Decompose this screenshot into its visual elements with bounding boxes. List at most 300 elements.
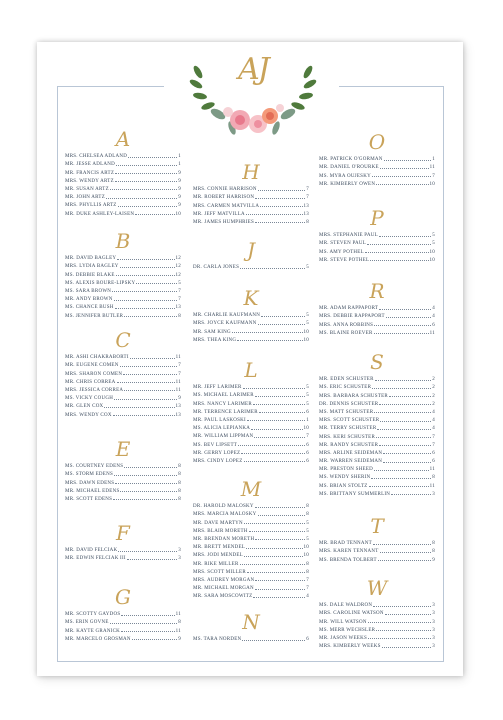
table-number: 3 — [178, 548, 181, 554]
dot-leader — [114, 399, 177, 400]
dot-leader — [120, 491, 177, 492]
table-number: 7 — [178, 297, 181, 303]
table-number: 10 — [303, 553, 309, 559]
guest-row — [65, 545, 181, 553]
table-number: 5 — [306, 265, 309, 271]
guest-row — [65, 385, 181, 393]
dot-leader — [240, 268, 305, 269]
guest-row — [319, 538, 435, 546]
guest-name: MR. JOHN ARTZ — [65, 195, 106, 201]
guest-row — [65, 625, 181, 633]
guest-row — [193, 558, 309, 566]
dot-leader — [241, 453, 305, 454]
guest-row — [65, 393, 181, 401]
guest-name: MS. TARA NORDEN — [193, 637, 242, 643]
guest-name: MR. RANDY SCHUSTER — [319, 442, 379, 448]
dot-leader — [373, 544, 431, 545]
guest-name: MRS. CARMEN MATVILLA — [193, 203, 260, 209]
guest-row — [319, 238, 435, 246]
guest-row — [65, 617, 181, 625]
dot-leader — [255, 396, 305, 397]
table-number: 8 — [432, 549, 435, 555]
dot-leader — [244, 556, 303, 557]
guest-name: MS. BRIAN STOLTZ — [319, 483, 368, 489]
dot-leader — [123, 374, 177, 375]
table-number: 11 — [175, 612, 181, 618]
table-number: 9 — [178, 195, 181, 201]
table-number: 8 — [178, 488, 181, 494]
guest-row — [193, 550, 309, 558]
dot-leader — [251, 429, 302, 430]
table-number: 5 — [306, 528, 309, 534]
table-number: 12 — [175, 256, 181, 262]
dot-leader — [384, 160, 432, 161]
dot-leader — [244, 523, 305, 524]
guest-row — [319, 633, 435, 641]
table-number: 7 — [178, 363, 181, 369]
guest-row — [65, 553, 181, 561]
guest-row — [193, 542, 309, 550]
guest-name: MRS. BLAIR MORETH — [193, 528, 248, 534]
table-number: 9 — [178, 203, 181, 209]
guest-row — [193, 534, 309, 542]
dot-leader — [379, 404, 431, 405]
guest-row — [65, 176, 181, 184]
guest-row — [193, 318, 309, 326]
guest-row — [319, 407, 435, 415]
guest-list — [193, 634, 309, 642]
table-number: 3 — [432, 619, 435, 625]
guest-name: MRS. SCOTT SCHUSTER — [319, 418, 380, 424]
table-number: 12 — [175, 272, 181, 278]
guest-name: MS. ALEXIS BOURE-LIPSKY — [65, 280, 136, 286]
table-number: 3 — [178, 556, 181, 562]
guest-name: MRS. DAWN EDENS — [65, 480, 115, 486]
table-number: 11 — [175, 628, 181, 634]
guest-name: MR. JESSE ADLAND — [65, 162, 115, 168]
table-number: 6 — [306, 442, 309, 448]
guest-row — [193, 526, 309, 534]
guest-name: MRS. CHELSEA ADLAND — [65, 154, 128, 160]
dot-leader — [374, 325, 431, 326]
table-number: 5 — [306, 401, 309, 407]
dot-leader — [379, 445, 431, 446]
guest-name: MR. DAVID FELCIAK — [65, 548, 118, 554]
guest-name: MR. KAYTE GRANICK — [65, 628, 121, 634]
guest-row — [319, 255, 435, 263]
guest-row — [65, 200, 181, 208]
guest-name: MR. JEFF MATVILLA — [193, 211, 245, 217]
section-letter: S — [370, 350, 384, 374]
dot-leader — [391, 494, 431, 495]
guest-list — [319, 154, 435, 187]
table-number: 8 — [432, 475, 435, 481]
guest-row — [319, 546, 435, 554]
dot-leader — [380, 421, 431, 422]
guest-row — [193, 439, 309, 447]
dot-leader — [365, 252, 429, 253]
guest-name: MR. BRAD TENNANT — [319, 541, 372, 547]
guest-name: MS. BEV LIPSETT — [193, 442, 238, 448]
dot-leader — [385, 614, 431, 615]
guest-list — [193, 382, 309, 464]
guest-row — [319, 170, 435, 178]
table-number: 11 — [175, 355, 181, 361]
guest-list — [65, 352, 181, 418]
guest-row — [65, 278, 181, 286]
table-number: 3 — [432, 603, 435, 609]
table-number: 6 — [432, 322, 435, 328]
table-number: 7 — [432, 434, 435, 440]
guest-name: MRS. JESSICA CORREA — [65, 387, 124, 393]
section-letter: A — [115, 127, 131, 151]
table-number: 7 — [306, 195, 309, 201]
guest-name: MR. SAM KING — [193, 329, 231, 335]
guest-row — [193, 326, 309, 334]
dot-leader — [374, 470, 429, 471]
table-number: 7 — [178, 288, 181, 294]
guest-row — [65, 609, 181, 617]
guest-name: MR. MICHAEL EDENS — [65, 488, 120, 494]
dot-leader — [255, 222, 305, 223]
section-letter: L — [244, 358, 258, 382]
dot-leader — [115, 308, 175, 309]
guest-row — [319, 399, 435, 407]
guest-row — [319, 625, 435, 633]
guest-name: MR. GERRY LOPEZ — [193, 450, 241, 456]
dot-leader — [260, 206, 302, 207]
guest-row — [193, 192, 309, 200]
table-number: 5 — [306, 393, 309, 399]
guest-name: MS. CHANCE BUSH — [65, 305, 114, 311]
table-number: 11 — [429, 483, 435, 489]
dot-leader — [115, 173, 177, 174]
dot-leader — [254, 437, 305, 438]
table-number: 6 — [306, 637, 309, 643]
table-number: 13 — [175, 305, 181, 311]
guest-name: MR. SCOTT EDENS — [65, 496, 113, 502]
guest-name: DR. DENNIS SCHUSTER — [319, 401, 379, 407]
guest-row — [193, 217, 309, 225]
table-number: 2 — [432, 401, 435, 407]
section-letter: F — [116, 521, 130, 545]
guest-row — [65, 184, 181, 192]
dot-leader — [232, 332, 303, 333]
guest-row — [193, 634, 309, 642]
dot-leader — [128, 157, 177, 158]
table-number: 9 — [178, 636, 181, 642]
dot-leader — [242, 640, 305, 641]
guest-name: MS. BLAINE ROEVER — [319, 330, 373, 336]
dot-leader — [106, 198, 177, 199]
dot-leader — [116, 275, 175, 276]
guest-name: MR. MICHAEL MORGAN — [193, 586, 254, 592]
section-letter: W — [366, 576, 388, 600]
dot-leader — [255, 198, 305, 199]
guest-name: MRS. DEBBIE RAPPAPORT — [319, 314, 385, 320]
table-number: 12 — [175, 264, 181, 270]
guest-name: MR. JAMES HUMPHRIES — [193, 219, 255, 225]
table-number: 6 — [432, 450, 435, 456]
table-number: 9 — [178, 186, 181, 192]
table-number: 7 — [306, 586, 309, 592]
table-number: 10 — [429, 257, 435, 263]
dot-leader — [110, 189, 177, 190]
guest-row — [193, 583, 309, 591]
table-number: 3 — [432, 644, 435, 650]
guest-name: MRS. PHYLLIS ARTZ — [65, 203, 117, 209]
guest-row — [193, 310, 309, 318]
dot-leader — [246, 214, 303, 215]
table-number: 6 — [306, 409, 309, 415]
table-number: 5 — [306, 520, 309, 526]
guest-list — [319, 374, 435, 497]
table-number: 10 — [303, 426, 309, 432]
guest-name: MR. TERRENCE LARIMER — [193, 409, 258, 415]
dot-leader — [121, 631, 175, 632]
guest-name: MS. STORM EDENS — [65, 472, 113, 478]
table-number: 5 — [306, 385, 309, 391]
guest-name: MRS. NANCY LARIMER — [193, 401, 252, 407]
guest-name: MR. GLEN COX — [65, 404, 104, 410]
monogram: AJ — [238, 52, 268, 87]
dot-leader — [121, 615, 174, 616]
dot-leader — [380, 168, 429, 169]
table-number: 4 — [432, 314, 435, 320]
section-letter: J — [246, 238, 256, 262]
table-number: 10 — [429, 249, 435, 255]
dot-leader — [115, 181, 177, 182]
dot-leader — [377, 429, 431, 430]
dot-leader — [237, 340, 302, 341]
table-number: 1 — [178, 162, 181, 168]
table-number: 10 — [303, 329, 309, 335]
table-number: 5 — [178, 280, 181, 286]
guest-row — [65, 159, 181, 167]
guest-row — [65, 401, 181, 409]
dot-leader — [368, 638, 431, 639]
guest-name: MR. STEVE POTHEL — [319, 257, 370, 263]
dot-leader — [258, 190, 305, 191]
guest-name: MR. SCOTTY GAYDOS — [65, 612, 121, 618]
table-number: 1 — [306, 417, 309, 423]
dot-leader — [259, 412, 305, 413]
guest-list — [65, 545, 181, 561]
table-number: 5 — [432, 233, 435, 239]
guest-name: MRS. SHARON COMEN — [65, 371, 123, 377]
dot-leader — [244, 461, 306, 462]
guest-row — [193, 398, 309, 406]
table-number: 8 — [178, 472, 181, 478]
dot-leader — [380, 552, 432, 553]
guest-name: MR. JEFF LARIMER — [193, 385, 242, 391]
guest-row — [319, 328, 435, 336]
table-number: 6 — [306, 458, 309, 464]
table-number: 11 — [175, 379, 181, 385]
guest-name: MR. CHARLIE KAUFMANN — [193, 313, 261, 319]
table-number: 11 — [429, 467, 435, 473]
guest-row — [65, 310, 181, 318]
dot-leader — [378, 560, 431, 561]
table-number: 2 — [432, 393, 435, 399]
section-letter: N — [242, 610, 260, 634]
dot-leader — [379, 309, 431, 310]
table-number: 9 — [178, 396, 181, 402]
guest-row — [65, 477, 181, 485]
table-number: 8 — [178, 496, 181, 502]
dot-leader — [246, 548, 302, 549]
guest-name: DR. CARLA JONES — [193, 265, 240, 271]
guest-row — [193, 591, 309, 599]
table-number: 8 — [306, 561, 309, 567]
dot-leader — [376, 630, 431, 631]
guest-list — [319, 538, 435, 563]
guest-name: MRS. JODI MENDEL — [193, 553, 243, 559]
guest-name: MR. ASHI CHAKRABORTI — [65, 355, 129, 361]
dot-leader — [113, 499, 177, 500]
guest-name: MRS. CONNIE HARRISON — [193, 187, 257, 193]
table-number: 4 — [432, 426, 435, 432]
table-number: 7 — [178, 371, 181, 377]
dot-leader — [367, 244, 431, 245]
guest-row — [319, 464, 435, 472]
dot-leader — [383, 462, 431, 463]
table-number: 8 — [306, 219, 309, 225]
table-number: 8 — [432, 541, 435, 547]
guest-row — [319, 415, 435, 423]
guest-row — [319, 448, 435, 456]
dot-leader — [258, 515, 306, 516]
guest-name: MS. ERIN GOVNE — [65, 620, 109, 626]
guest-name: MRS. STEPHANIE PAUL — [319, 233, 378, 239]
section-letter: B — [115, 229, 131, 253]
guest-row — [65, 368, 181, 376]
guest-row — [319, 319, 435, 327]
dot-leader — [124, 390, 174, 391]
guest-name: MR. SARA MOSCOWITZ — [193, 594, 253, 600]
guest-name: MR. SUSAN ARTZ — [65, 186, 109, 192]
dot-leader — [120, 267, 175, 268]
table-number: 7 — [432, 173, 435, 179]
table-number: 11 — [429, 165, 435, 171]
guest-name: MR. WILL WATSON — [319, 619, 367, 625]
dot-leader — [375, 380, 432, 381]
guest-row — [65, 167, 181, 175]
guest-name: MR. DAVE MARTYN — [193, 520, 243, 526]
dot-leader — [382, 647, 432, 648]
dot-leader — [255, 507, 305, 508]
guest-row — [193, 382, 309, 390]
guest-row — [65, 461, 181, 469]
guest-name: MS. DALE WALDRON — [319, 603, 373, 609]
table-number: 13 — [175, 412, 181, 418]
guest-list — [319, 230, 435, 263]
dot-leader — [114, 300, 178, 301]
guest-name: MS. MYRA OUJESKY — [319, 173, 371, 179]
guest-row — [65, 352, 181, 360]
guest-row — [319, 154, 435, 162]
dot-leader — [372, 388, 431, 389]
section-letter: E — [115, 437, 131, 461]
dot-leader — [240, 564, 306, 565]
guest-row — [319, 311, 435, 319]
guest-name: MR. EUGENE COMEN — [65, 363, 119, 369]
table-number: 7 — [432, 442, 435, 448]
guest-row — [319, 431, 435, 439]
dot-leader — [374, 333, 429, 334]
dot-leader — [132, 639, 178, 640]
table-number: 5 — [306, 536, 309, 542]
table-number: 2 — [432, 385, 435, 391]
guest-name: MS. VICKY COUGH — [65, 396, 114, 402]
table-number: 3 — [432, 491, 435, 497]
dot-leader — [258, 324, 306, 325]
guest-row — [193, 517, 309, 525]
guest-name: MR. PAUL LASKOSKI — [193, 417, 246, 423]
guest-name: MR. EDEN SCHUSTER — [319, 377, 374, 383]
dot-leader — [249, 531, 306, 532]
section-letter: C — [115, 328, 131, 352]
guest-name: MS. AMY POTHEL — [319, 249, 364, 255]
guest-list — [319, 600, 435, 649]
guest-row — [319, 374, 435, 382]
table-number: 7 — [306, 577, 309, 583]
table-number: 4 — [432, 418, 435, 424]
dot-leader — [115, 483, 177, 484]
dot-leader — [369, 486, 429, 487]
guest-list — [65, 609, 181, 642]
guest-row — [193, 415, 309, 423]
guest-name: MRS. KIMBERLY WEEKS — [319, 644, 381, 650]
table-number: 8 — [306, 569, 309, 575]
dot-leader — [374, 412, 431, 413]
guest-name: MS. MICHAEL LARIMER — [193, 393, 254, 399]
section-letter: P — [370, 206, 384, 230]
dot-leader — [255, 580, 305, 581]
table-number: 8 — [178, 620, 181, 626]
guest-name: MRS. KAREN TENNANT — [319, 549, 379, 555]
dot-leader — [253, 404, 305, 405]
table-number: 3 — [432, 627, 435, 633]
table-number: 6 — [432, 459, 435, 465]
guest-name: MS. COURTNEY EDENS — [65, 464, 124, 470]
guest-row — [319, 162, 435, 170]
table-number: 10 — [429, 181, 435, 187]
guest-row — [193, 184, 309, 192]
guest-row — [65, 261, 181, 269]
guest-row — [193, 209, 309, 217]
guest-name: MR. MARCELO GROSMAN — [65, 636, 131, 642]
guest-row — [65, 494, 181, 502]
table-number: 9 — [178, 170, 181, 176]
guest-row — [65, 294, 181, 302]
dot-leader — [376, 184, 428, 185]
dot-leader — [124, 467, 177, 468]
dot-leader — [136, 283, 177, 284]
guest-row — [319, 608, 435, 616]
section-letter: K — [243, 286, 259, 310]
dot-leader — [118, 551, 177, 552]
dot-leader — [389, 396, 431, 397]
guest-name: MRS. CINDY LOPEZ — [193, 458, 243, 464]
section-letter: O — [368, 130, 386, 154]
table-number: 8 — [178, 313, 181, 319]
guest-name: MR. DANIEL O'ROURKE — [319, 165, 379, 171]
dot-leader — [118, 206, 178, 207]
table-number: 8 — [306, 504, 309, 510]
table-number: 5 — [432, 241, 435, 247]
guest-name: MR. JASON WEEKS — [319, 635, 367, 641]
